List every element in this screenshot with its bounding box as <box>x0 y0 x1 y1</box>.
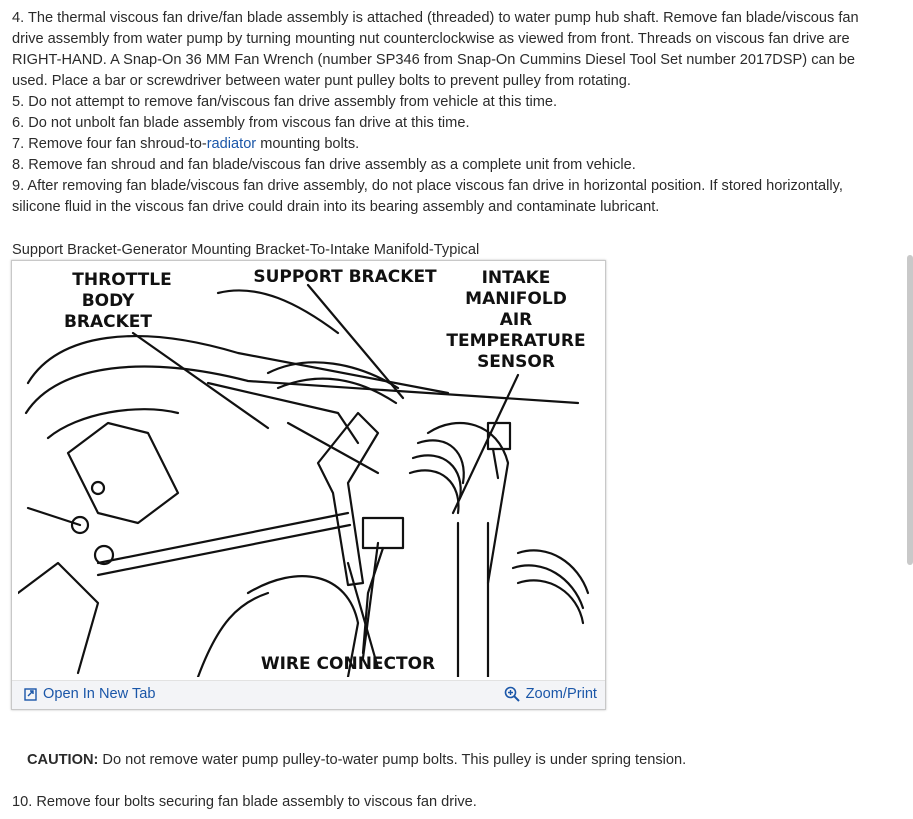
label-throttle-2: BODY <box>81 291 135 311</box>
step-8: 8. Remove fan shroud and fan blade/viscous fan drive assembly as a complete unit from vehicle. <box>12 157 636 173</box>
open-in-new-tab-button[interactable] <box>24 686 156 702</box>
figure-caption: Support Bracket-Generator Mounting Bracket-To-Intake Manifold-Typical <box>12 242 480 258</box>
step-7-after: mounting bolts. <box>256 136 360 152</box>
label-intake-2: MANIFOLD <box>465 289 567 309</box>
step-9: 9. After removing fan blade/viscous fan drive assembly, do not place viscous fan drive in horizontal position. If stored horizontally, silicone fluid in the viscous fan drive could drain into its bearing assembly and contaminate lubricant. <box>12 178 843 215</box>
instructions-body <box>12 8 892 218</box>
zoom-print-label: Zoom/Print <box>525 686 597 702</box>
label-intake-3: AIR <box>499 310 533 330</box>
step-7-before: 7. Remove four fan shroud-to- <box>12 136 207 152</box>
radiator-link[interactable]: radiator <box>206 136 257 152</box>
open-tab-icon <box>24 688 37 701</box>
zoom-icon <box>504 686 520 702</box>
step-6: 6. Do not unbolt fan blade assembly from viscous fan drive at this time. <box>12 115 470 131</box>
label-throttle-1: THROTTLE <box>72 270 172 290</box>
label-wire-connector: WIRE CONNECTOR <box>260 654 436 674</box>
label-throttle-3: BRACKET <box>63 312 153 332</box>
step-10: 10. Remove four bolts securing fan blade assembly to viscous fan drive. <box>12 794 477 810</box>
caution-text: Do not remove water pump pulley-to-water pump bolts. This pulley is under spring tension. <box>98 752 687 768</box>
step-4: 4. The thermal viscous fan drive/fan blade assembly is attached (threaded) to water pump hub shaft. Remove fan blade/viscous fan drive assembly from water pump by turning mounting nut counterclockwise as viewed from front. Threads on viscous fan drive are RIGHT-HAND. A Snap-On 36 MM Fan Wrench (number SP346 from Snap-On Cummins Diesel Tool Set number 2017DSP) can be used. Place a bar or screwdriver between water punt pulley bolts to prevent pulley from rotating. <box>12 10 859 89</box>
figure-frame <box>11 260 606 710</box>
caution-note <box>27 750 686 771</box>
label-intake-1: INTAKE <box>481 268 551 288</box>
label-intake-4: TEMPERATURE <box>446 331 586 351</box>
figure-toolbar <box>12 680 605 709</box>
engine-diagram <box>18 263 600 677</box>
zoom-print-button[interactable] <box>504 686 597 702</box>
step-5: 5. Do not attempt to remove fan/viscous fan drive assembly from vehicle at this time. <box>12 94 558 110</box>
step-7 <box>12 134 892 155</box>
label-support-bracket: SUPPORT BRACKET <box>253 267 437 287</box>
caution-label: CAUTION: <box>27 752 99 768</box>
scrollbar-thumb[interactable] <box>907 255 913 565</box>
label-intake-5: SENSOR <box>477 352 555 372</box>
open-in-new-tab-label: Open In New Tab <box>43 686 156 702</box>
